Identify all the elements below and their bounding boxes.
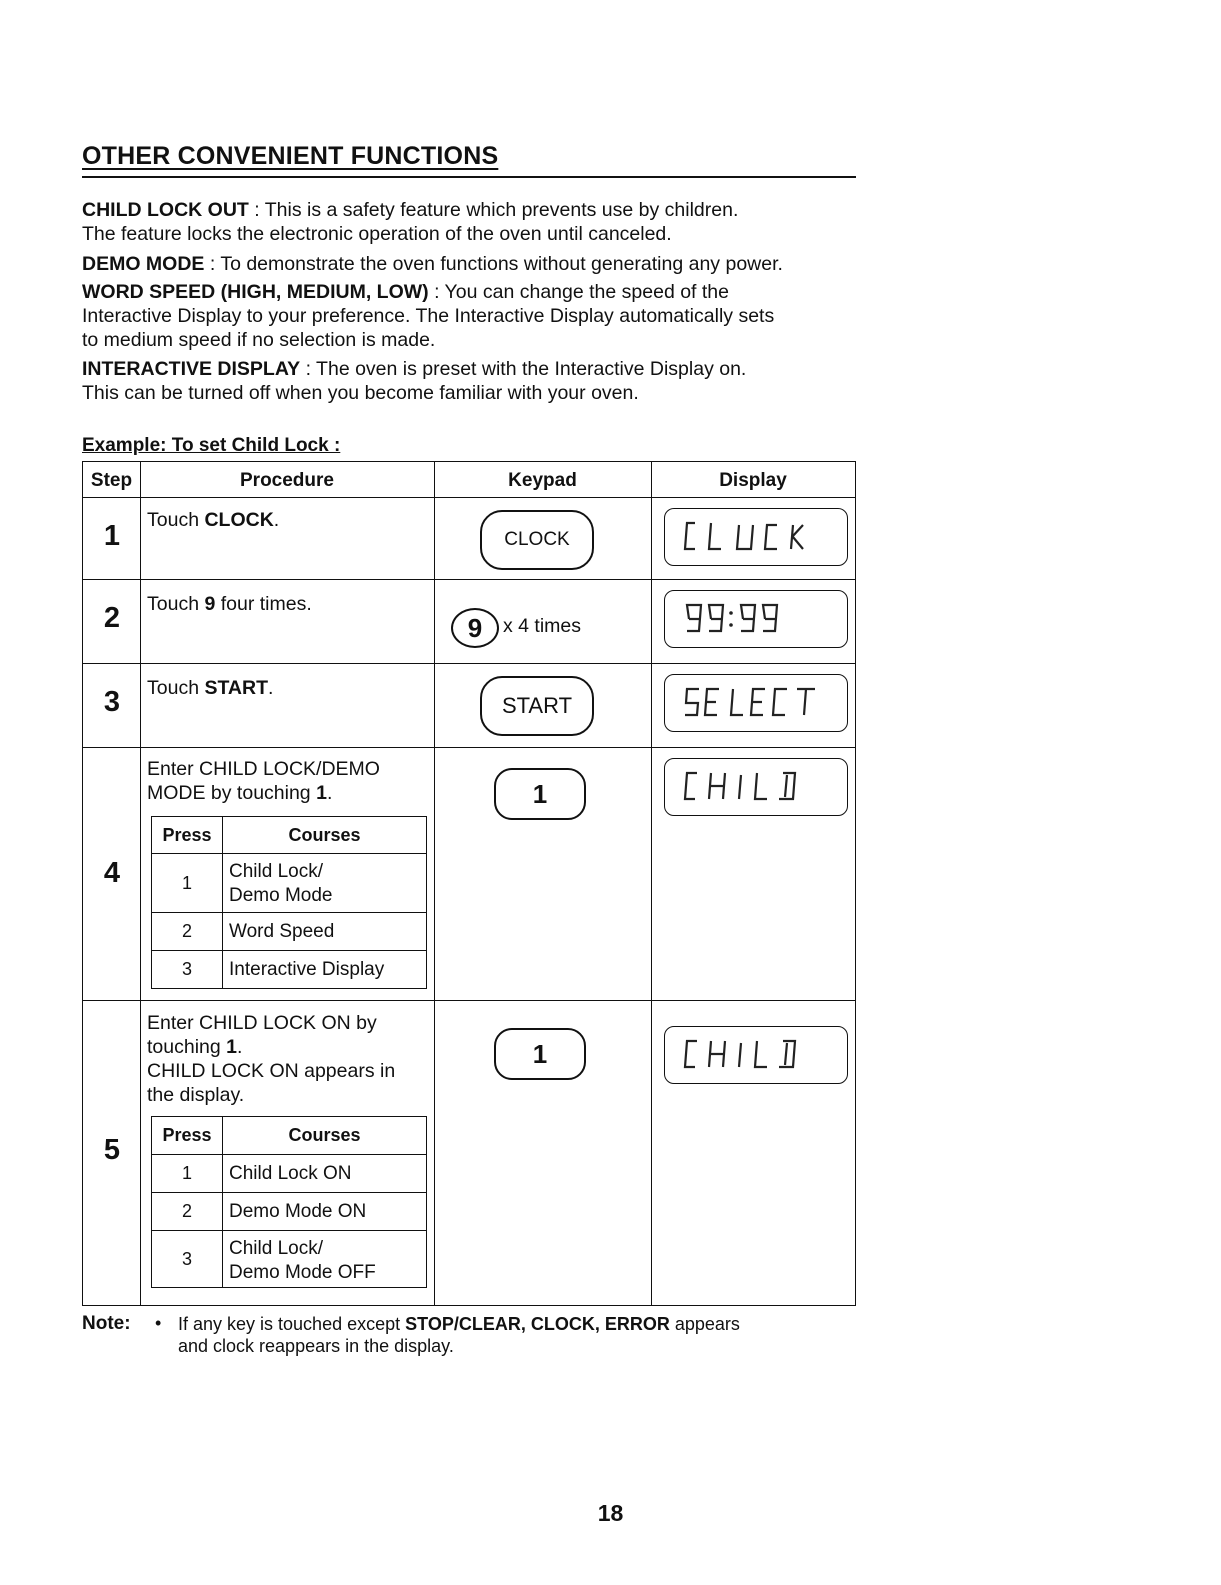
header-keypad: Keypad	[508, 470, 577, 491]
press-value: 3	[181, 1248, 192, 1269]
display-nines-segments	[673, 597, 841, 641]
course-text: Child Lock/	[229, 1238, 323, 1259]
step-4-options-table	[151, 816, 427, 989]
course-text: Word Speed	[222, 913, 426, 950]
word-speed-text-3: to medium speed if no selection is made.	[82, 329, 436, 351]
step-number-5: 5	[103, 1134, 121, 1166]
table-row	[152, 1117, 426, 1154]
display-clock-segments	[673, 515, 841, 559]
one-key-step5[interactable]: 1	[494, 1028, 586, 1080]
row-rule-4	[83, 1000, 855, 1001]
table-row	[152, 950, 426, 988]
interactive-term: INTERACTIVE DISPLAY	[82, 358, 301, 380]
interactive-text-2: This can be turned off when you become familiar with your oven.	[82, 382, 639, 404]
row-rule-1	[83, 579, 855, 580]
courses-header: Courses	[222, 817, 426, 853]
course-text: Interactive Display	[222, 951, 426, 988]
col-divider-procedure	[434, 462, 435, 1305]
word-speed-paragraph	[82, 280, 872, 352]
word-speed-text: : You can change the speed of the	[428, 281, 729, 303]
step-2-procedure: Touch 9 four times.	[147, 593, 312, 615]
course-text: Demo Mode	[229, 885, 333, 906]
display-child-4	[664, 758, 848, 816]
demo-term: DEMO MODE	[82, 253, 205, 275]
step-1-procedure: Touch CLOCK.	[147, 509, 280, 531]
times-label: x 4 times	[503, 615, 582, 637]
step-4-procedure: Enter CHILD LOCK/DEMO MODE by touching 1.	[147, 758, 380, 804]
nine-key[interactable]: 9	[451, 608, 499, 648]
table-row	[152, 1154, 426, 1192]
procedure-table	[82, 461, 856, 1306]
child-lock-text-2: The feature locks the electronic operation of the oven until canceled.	[82, 223, 672, 245]
page-number: 18	[597, 1500, 624, 1526]
page-heading: OTHER CONVENIENT FUNCTIONS	[82, 142, 499, 170]
courses-header: Courses	[222, 1117, 426, 1154]
press-value: 1	[181, 872, 192, 893]
word-speed-term: WORD SPEED (HIGH, MEDIUM, LOW)	[82, 281, 429, 303]
table-row	[152, 912, 426, 950]
header-step: Step	[90, 470, 133, 491]
display-select-segments	[673, 681, 841, 725]
note-label: Note:	[82, 1313, 131, 1334]
note-bullet: •	[155, 1313, 162, 1333]
child-lock-paragraph	[82, 198, 872, 246]
course-text: Child Lock ON	[222, 1155, 426, 1192]
display-clock	[664, 508, 848, 566]
row-rule-2	[83, 663, 855, 664]
step-number-1: 1	[103, 520, 121, 552]
header-rule	[83, 497, 855, 498]
child-lock-text: : This is a safety feature which prevents use by children.	[248, 199, 739, 221]
demo-paragraph	[82, 252, 872, 276]
table-row	[152, 1230, 426, 1287]
step-number-4: 4	[103, 857, 121, 889]
table-row	[152, 817, 426, 853]
start-key[interactable]: START	[480, 676, 594, 736]
course-text: Demo Mode ON	[222, 1193, 426, 1230]
header-display: Display	[719, 470, 787, 491]
press-value: 1	[181, 1163, 192, 1183]
example-title: Example: To set Child Lock :	[82, 435, 341, 456]
table-row	[152, 1192, 426, 1230]
course-text: Child Lock/	[229, 861, 323, 882]
interactive-paragraph	[82, 357, 872, 405]
press-value: 2	[181, 1201, 192, 1221]
display-child-5	[664, 1026, 848, 1084]
display-child-5-segments	[673, 1033, 841, 1077]
word-speed-text-2: Interactive Display to your preference. The Interactive Display automatically sets	[82, 305, 775, 327]
interactive-text: : The oven is preset with the Interactive Display on.	[300, 358, 747, 380]
step-5-procedure: Enter CHILD LOCK ON by touching 1. CHILD LOCK ON appears in the display.	[147, 1012, 396, 1106]
press-header: Press	[162, 824, 212, 845]
step-5-options-table	[151, 1116, 427, 1288]
one-key-step4[interactable]: 1	[494, 768, 586, 820]
press-header: Press	[162, 1125, 212, 1145]
clock-key[interactable]: CLOCK	[480, 510, 594, 570]
display-child-4-segments	[673, 765, 841, 809]
step-3-procedure: Touch START.	[147, 677, 274, 699]
display-nines	[664, 590, 848, 648]
child-lock-term: CHILD LOCK OUT	[82, 199, 249, 221]
course-text: Demo Mode OFF	[229, 1262, 376, 1283]
press-value: 3	[181, 959, 192, 979]
header-procedure: Procedure	[240, 470, 334, 491]
heading-rule	[82, 176, 856, 178]
press-value: 2	[181, 921, 192, 941]
table-row	[152, 853, 426, 912]
note-text: If any key is touched except STOP/CLEAR, CLOCK, ERROR appears and clock reappears in the display.	[178, 1314, 740, 1356]
demo-text: : To demonstrate the oven functions without generating any power.	[204, 253, 783, 275]
col-divider-keypad	[651, 462, 652, 1305]
step-number-3: 3	[103, 686, 121, 718]
step-number-2: 2	[103, 602, 121, 634]
display-select	[664, 674, 848, 732]
row-rule-3	[83, 747, 855, 748]
